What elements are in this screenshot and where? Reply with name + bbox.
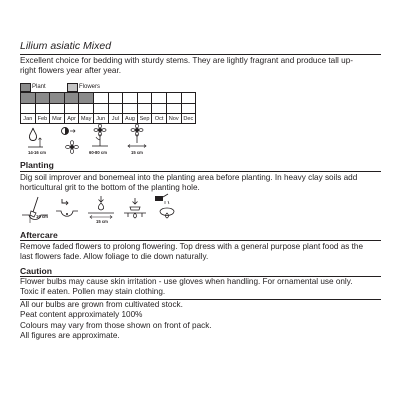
calendar-cell-jul — [108, 103, 123, 114]
calendar-month-apr: Apr — [64, 114, 79, 124]
calendar-cell-mar — [50, 103, 65, 114]
calendar-month-row — [21, 114, 196, 124]
aftercare-heading: Aftercare — [20, 230, 58, 240]
planting-heading: Planting — [20, 160, 54, 170]
height-label: 60-80 cm — [89, 150, 107, 155]
planting-depth-icon — [26, 127, 46, 149]
flowers-legend-label: Flowers — [79, 84, 101, 90]
calendar-bar-oct — [152, 93, 167, 104]
hole-depth-label: 16 cm — [36, 214, 48, 219]
planting-divider — [20, 171, 381, 172]
calendar-bar-dec — [181, 93, 196, 104]
product-title: Lilium asiatic Mixed — [20, 40, 112, 52]
calendar-month-may: May — [79, 114, 94, 124]
calendar-month-oct: Oct — [152, 114, 167, 124]
calendar-empty-row — [21, 103, 196, 114]
aftercare-text — [20, 242, 382, 263]
caution-line: Flower bulbs may cause skin irritation - use gloves when handling. For ornamental use only. — [20, 277, 353, 286]
description-line: right flowers year after year. — [20, 66, 122, 76]
calendar-month-jan: Jan — [21, 114, 36, 124]
calendar-cell-feb — [35, 103, 50, 114]
calendar-cell-jan — [21, 103, 36, 114]
calendar-bar-jun — [93, 93, 108, 104]
caution-heading: Caution — [20, 266, 52, 276]
calendar-bar-nov — [166, 93, 181, 104]
calendar-bar-row — [21, 93, 196, 104]
aftercare-divider — [20, 240, 381, 241]
calendar-month-aug: Aug — [123, 114, 138, 124]
calendar-month-jul: Jul — [108, 114, 123, 124]
description-line: Excellent choice for bedding with sturdy stems. They are lightly fragrant and produce tall up- — [20, 56, 353, 65]
plant-swatch — [20, 83, 31, 92]
calendar-month-mar: Mar — [50, 114, 65, 124]
calendar-bar-may — [79, 93, 94, 104]
sun-partial-shade-icon — [56, 125, 86, 155]
calendar-cell-aug — [123, 103, 138, 114]
calendar-bar-aug — [123, 93, 138, 104]
footer-notes — [20, 300, 382, 342]
product-description — [20, 56, 382, 77]
planting-depth-label: 14-16 cm — [28, 150, 46, 155]
title-divider — [20, 54, 381, 55]
calendar-cell-jun — [93, 103, 108, 114]
calendar-bar-mar — [50, 93, 65, 104]
calendar-bar-apr — [64, 93, 79, 104]
firm-soil-icon — [122, 196, 148, 222]
dig-hole-icon — [20, 195, 50, 225]
calendar-month-sep: Sep — [137, 114, 152, 124]
caution-line: Toxic if eaten. Pollen may stain clothing. — [20, 287, 166, 297]
calendar-bar-feb — [35, 93, 50, 104]
calendar-cell-may — [79, 103, 94, 114]
planting-text — [20, 173, 382, 194]
footer-line: Colours may vary from those shown on front of pack. — [20, 320, 212, 330]
calendar-cell-nov — [166, 103, 181, 114]
calendar-month-feb: Feb — [35, 114, 50, 124]
calendar-cell-dec — [181, 103, 196, 114]
calendar-month-dec: Dec — [181, 114, 196, 124]
aftercare-line: last flowers fade. Allow foliage to die down naturally. — [20, 252, 209, 262]
spacing-label: 15 cm — [131, 150, 143, 155]
bulb-spacing-label: 15 cm — [96, 219, 108, 224]
add-compost-icon — [54, 197, 80, 223]
planting-calendar — [20, 92, 196, 124]
calendar-bar-jul — [108, 93, 123, 104]
calendar-bar-sep — [137, 93, 152, 104]
plant-legend-label: Plant — [32, 84, 46, 90]
calendar-month-nov: Nov — [166, 114, 181, 124]
planting-line: horticultural grit to the bottom of the planting hole. — [20, 183, 200, 193]
calendar-bar-jan — [21, 93, 36, 104]
planting-line: Dig soil improver and bonemeal into the planting area before planting. In heavy clay soils add — [20, 173, 358, 182]
calendar-cell-sep — [137, 103, 152, 114]
footer-line: All our bulbs are grown from cultivated stock. — [20, 300, 183, 309]
calendar-month-jun: Jun — [93, 114, 108, 124]
height-icon — [88, 124, 112, 152]
aftercare-line: Remove faded flowers to prolong flowering. Top dress with a general purpose plant food as the — [20, 242, 364, 251]
footer-line: Peat content approximately 100% — [20, 310, 143, 320]
footer-line: All figures are approximate. — [20, 331, 120, 341]
calendar-cell-apr — [64, 103, 79, 114]
flowers-swatch — [67, 83, 78, 92]
water-icon — [152, 193, 182, 223]
caution-text — [20, 277, 382, 298]
calendar-cell-oct — [152, 103, 167, 114]
spacing-icon — [125, 124, 149, 152]
